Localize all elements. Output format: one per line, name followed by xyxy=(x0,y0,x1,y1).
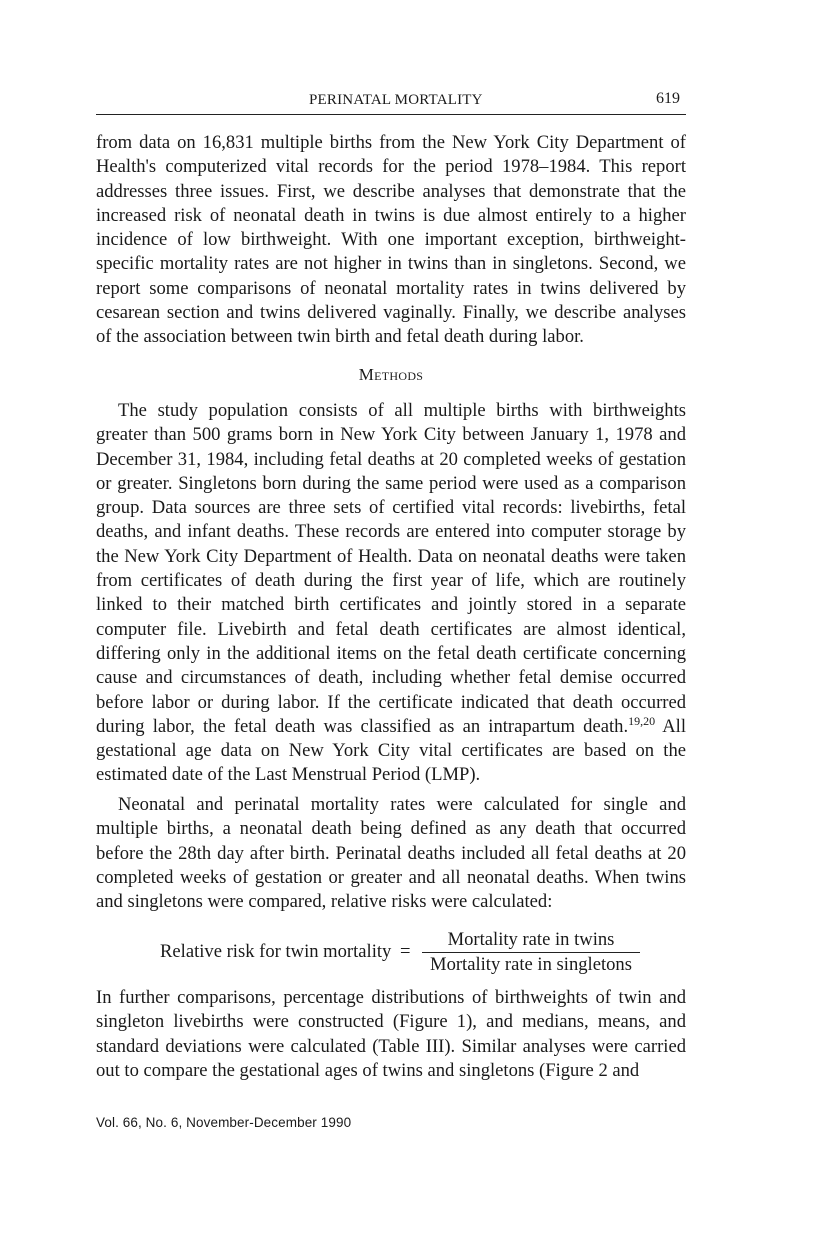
methods-heading: Methods xyxy=(358,365,424,384)
formula-numerator: Mortality rate in twins xyxy=(422,929,640,953)
reference-superscript: 19,20 xyxy=(628,713,656,728)
formula-denominator: Mortality rate in singletons xyxy=(430,954,632,975)
formula-label: Relative risk for twin mortality xyxy=(160,941,392,962)
formula-fraction xyxy=(422,929,640,976)
formula-equals: = xyxy=(400,941,411,962)
page-number: 619 xyxy=(656,90,680,107)
running-title: PERINATAL MORTALITY xyxy=(309,92,483,108)
running-header xyxy=(96,90,686,115)
journal-citation-footer: Vol. 66, No. 6, November-December 1990 xyxy=(96,1115,352,1130)
methods-paragraph-2: Neonatal and perinatal mortality rates were calculated for single and multiple births, a neonatal death being defined as any death that occurred before the 28th day after birth. Perinatal deaths included all fetal deaths at 20 completed weeks of gestation or greater and all neonatal deaths. When twins and singletons were compared, relative risks were calculated: xyxy=(96,794,686,913)
methods-paragraph-3: In further comparisons, percentage distributions of birthweights of twin and singleton livebirths were constructed (Figure 1), and medians, means, and standard deviations were calculated (Table III). Similar analyses were carried out to compare the gestational ages of twins and singletons (Figure 2 and xyxy=(96,987,686,1081)
intro-paragraph: from data on 16,831 multiple births from the New York City Department of Health's computerized vital records for the period 1978–1984. This report addresses three issues. First, we describe analyses that demonstrate that the increased risk of neonatal death in twins is due almost entirely to a higher incidence of low birthweight. With one important exception, birthweight-specific mortality rates are not higher in twins than in singletons. Second, we report some comparisons of neonatal mortality rates in twins delivered by cesarean section and twins delivered vaginally. Finally, we describe analyses of the association between twin birth and fetal death during labor. xyxy=(96,132,686,348)
methods-text-before-ref: The study population consists of all multiple births with birthweights greater than 500 grams born in New York City between January 1, 1978 and December 31, 1984, including fetal deaths at 20 completed weeks of gestation or greater. Singletons born during the same period were used as a comparison group. Data sources are three sets of certified vital records: livebirths, fetal deaths, and infant deaths. These records are entered into computer storage by the New York City Department of Health. Data on neonatal deaths were taken from certificates of death during the first year of life, which are routinely linked to their matched birth certificates and jointly stored in a separate computer file. Livebirth and fetal death certificates are almost identical, differing only in the additional items on the fetal death certificate concerning cause and circumstances of death, including whether fetal demise occurred before labor or during labor. If the certificate indicated that death occurred during labor, the fetal death was classified as an intrapartum death. xyxy=(96,400,686,737)
methods-text-after-ref: All gestational age data on New York City vital certificates are based on the estimated date of the Last Menstrual Period (LMP). xyxy=(96,715,686,786)
methods-paragraph-1 xyxy=(96,399,686,788)
